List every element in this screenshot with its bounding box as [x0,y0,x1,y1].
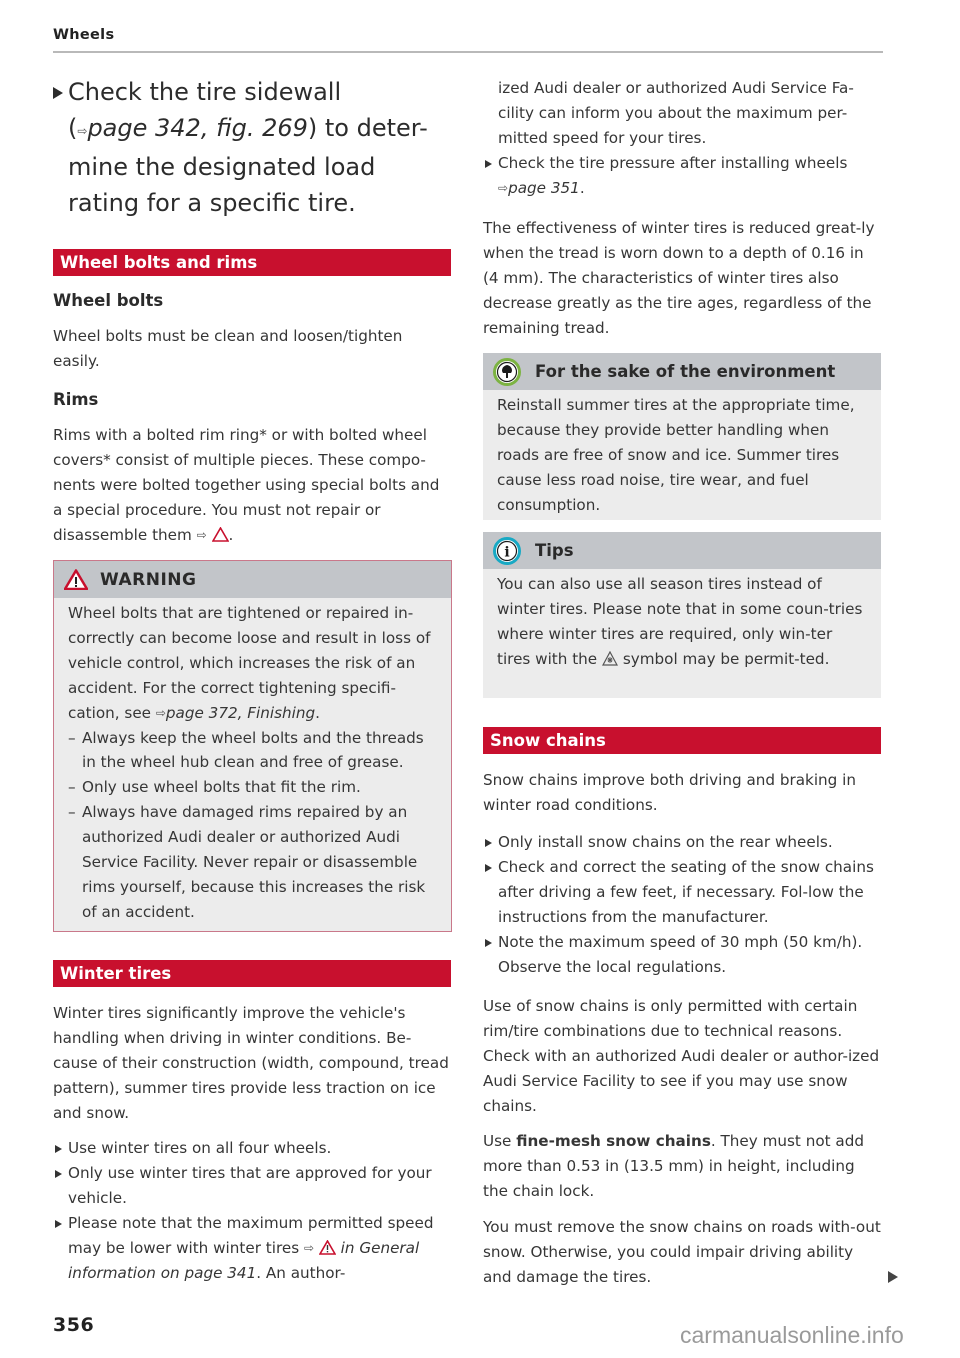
page-link[interactable]: page 342, fig. 269 [87,114,308,142]
wheel-bolts-text: Wheel bolts must be clean and loosen/tighten easily. [53,327,403,370]
continued-bullets [483,76,883,201]
page-number: 356 [53,1314,95,1336]
bullet-item: Use winter tires on all four wheels. [53,1136,453,1161]
warning-item: – Always have damaged rims repaired by an authorized Audi dealer or authorized Audi Service Facility. Never repair or disassemble rims yourself, because this increases the risk of an accident. [68,800,437,925]
environment-body: Reinstall summer tires at the appropriate time, because they provide better handling when roads are free of snow and ice. Summer tires cause less road noise, tire wear, and fuel consumption. [497,396,855,514]
arrow-icon: ⇨ [155,705,166,720]
watermark: carmanualsonline.info [680,1322,904,1348]
arrow-icon: ⇨ [77,124,88,138]
warning-triangle-icon[interactable] [319,1240,336,1255]
continue-arrow-icon [888,1271,898,1283]
environment-box [483,353,881,520]
arrow-icon: ⇨ [498,180,509,195]
mountain-snowflake-icon [602,651,618,666]
rims-text: Rims with a bolted rim ring* or with bolted wheel covers* consist of multiple pieces. These compo-nents were bolted together using special bolts and a special procedure. You must not repair or disassemble them ⇨ . [53,426,440,544]
warning-header: WARNING [54,561,451,598]
fine-mesh-text: Use fine-mesh snow chains. They must not add more than 0.53 in (13.5 mm) in height, including the chain lock. [483,1132,864,1200]
warning-icon [64,569,88,590]
winter-tires-text: Winter tires significantly improve the vehicle's handling when driving in winter conditions. Be-cause of their construction (width, compound, tread pattern), summer tires provide less traction on ice and snow. [53,1004,449,1122]
section-heading-wheel-bolts-rims: Wheel bolts and rims [53,249,451,276]
winter-bullets [53,1136,453,1285]
page-link[interactable]: page 351 [508,178,580,197]
lead-instruction: Check the tire sidewall (⇨page 342, fig. 269) to deter-mine the designated load rating for a specific tire. [53,74,453,221]
tree-icon [493,358,521,386]
snow-chains-bullets [483,830,883,979]
page-link[interactable]: in General information on page 341 [68,1238,420,1282]
continued-text: ized Audi dealer or authorized Audi Service Fa-cility can inform you about the maximum per-mitted speed for your tires. [498,79,854,147]
snow-chains-intro: Snow chains improve both driving and braking in winter road conditions. [483,771,856,814]
arrow-icon: ⇨ [303,1240,314,1255]
bullet-item: Check the tire pressure after installing wheels ⇨page 351. [483,151,883,201]
tips-header: i Tips [483,532,881,569]
warning-item: – Always keep the wheel bolts and the threads in the wheel hub clean and free of grease. [68,726,437,776]
svg-text:i: i [504,544,510,560]
bullet-item: Note the maximum speed of 30 mph (50 km/h). Observe the local regulations. [483,930,883,980]
subheading-wheel-bolts: Wheel bolts [53,291,164,310]
bullet-item: Please note that the maximum permitted speed may be lower with winter tires ⇨ in General information on page 341. An author- [53,1211,453,1286]
effectiveness-text: The effectiveness of winter tires is reduced great-ly when the tread is worn down to a depth of 0.16 in (4 mm). The characteristics of winter tires also decrease greatly as the tire ages, regardless of the remaining tread. [483,219,875,337]
bullet-item: Check and correct the seating of the snow chains after driving a few feet, if necessary. Fol-low the instructions from the manufacturer. [483,855,883,930]
section-heading-winter-tires: Winter tires [53,960,451,987]
arrow-icon: ⇨ [196,527,207,542]
header-rule [53,51,883,53]
warning-item: – Only use wheel bolts that fit the rim. [68,775,437,800]
warning-box [53,560,452,932]
bullet-triangle-icon [53,87,63,99]
info-icon [493,537,521,565]
section-heading-snow-chains: Snow chains [483,727,881,754]
subheading-rims: Rims [53,390,99,409]
page-link[interactable]: page 372, Finishing [165,703,316,722]
tips-box [483,532,881,698]
permitted-text: Use of snow chains is only permitted with certain rim/tire combinations due to technical reasons. Check with an authorized Audi dealer or author-ized Audi Service Facility to see if you may use snow chains. [483,997,880,1115]
running-head: Wheels [53,27,115,43]
bullet-item: Only install snow chains on the rear wheels. [483,830,883,855]
tips-body: You can also use all season tires instead of winter tires. Please note that in some coun-tries where winter tires are required, only win-ter tires with the symbol may be permit-ted. [497,575,863,668]
remove-chains-text: You must remove the snow chains on roads with-out snow. Otherwise, you could impair driving ability and damage the tires. [483,1218,881,1286]
warning-body: Wheel bolts that are tightened or repaired in-correctly can become loose and result in loss of vehicle control, which increases the risk of an accident. For the correct tightening specifi-cation, see ⇨page 372, Finishing. – Always keep the wheel bolts and the threads in the wheel hub clean and free of grease. – Only use wheel bolts that fit the rim. – Always have damaged rims repaired by an authorized Audi dealer or authorized Audi Service Facility. Never repair or disassemble rims yourself, because this increases the risk of an accident. [54,598,451,931]
warning-triangle-icon[interactable] [212,527,229,542]
environment-header: For the sake of the environment [483,353,881,390]
bullet-item: Only use winter tires that are approved for your vehicle. [53,1161,453,1211]
